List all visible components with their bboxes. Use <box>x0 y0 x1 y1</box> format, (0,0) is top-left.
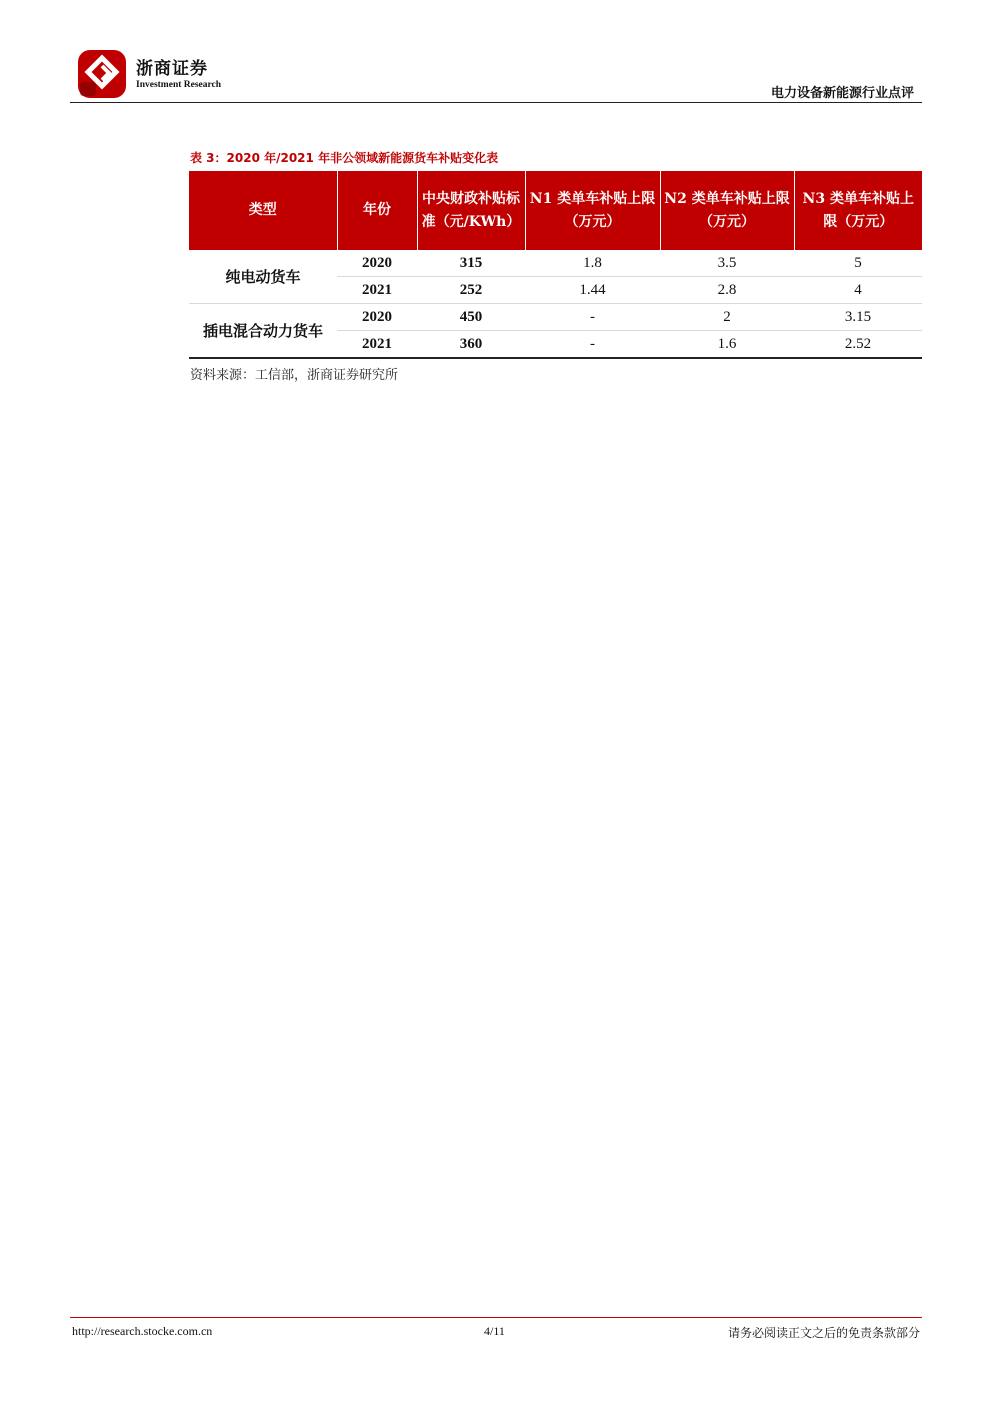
n1-cell: 1.44 <box>525 277 660 304</box>
footer-url-link[interactable]: http://research.stocke.com.cn <box>72 1324 213 1338</box>
year-cell: 2021 <box>337 277 417 304</box>
standard-cell: 315 <box>417 250 525 277</box>
n3-cell: 2.52 <box>794 331 922 359</box>
brand-name-en: Investment Research <box>136 80 222 90</box>
n2-cell: 2.8 <box>660 277 794 304</box>
table-header-row <box>189 171 922 250</box>
table-caption: 表 3：2020 年/2021 年非公领域新能源货车补贴变化表 <box>190 151 499 165</box>
n2-cell: 3.5 <box>660 250 794 277</box>
table-row <box>189 304 922 331</box>
table-source-note: 资料来源：工信部，浙商证券研究所 <box>190 368 399 383</box>
column-header-n1: N1 类单车补贴上限（万元） <box>525 171 660 250</box>
column-header-n3: N3 类单车补贴上限（万元） <box>794 171 922 250</box>
row-type-cell: 纯电动货车 <box>189 250 337 304</box>
standard-cell: 450 <box>417 304 525 331</box>
n3-cell: 3.15 <box>794 304 922 331</box>
page-number: 4/11 <box>484 1324 505 1338</box>
brand-name-cn: 浙商证券 <box>136 59 208 79</box>
n2-cell: 1.6 <box>660 331 794 359</box>
page-header <box>70 38 922 104</box>
report-title: 电力设备新能源行业点评 <box>770 86 914 101</box>
year-cell: 2020 <box>337 250 417 277</box>
standard-cell: 252 <box>417 277 525 304</box>
n1-cell: - <box>525 304 660 331</box>
year-cell: 2020 <box>337 304 417 331</box>
n2-cell: 2 <box>660 304 794 331</box>
n3-cell: 5 <box>794 250 922 277</box>
header-divider <box>70 102 922 103</box>
standard-cell: 360 <box>417 331 525 359</box>
zheshang-logo-icon <box>76 48 128 100</box>
n3-cell: 4 <box>794 277 922 304</box>
n1-cell: - <box>525 331 660 359</box>
column-header-n2: N2 类单车补贴上限（万元） <box>660 171 794 250</box>
column-header-standard: 中央财政补贴标准（元/KWh） <box>417 171 525 250</box>
n1-cell: 1.8 <box>525 250 660 277</box>
footer-divider <box>70 1317 922 1318</box>
row-type-cell: 插电混合动力货车 <box>189 304 337 359</box>
table-row <box>189 250 922 277</box>
year-cell: 2021 <box>337 331 417 359</box>
subsidy-table <box>189 171 922 359</box>
column-header-type: 类型 <box>189 171 337 250</box>
column-header-year: 年份 <box>337 171 417 250</box>
footer-disclaimer: 请务必阅读正文之后的免责条款部分 <box>727 1326 920 1340</box>
